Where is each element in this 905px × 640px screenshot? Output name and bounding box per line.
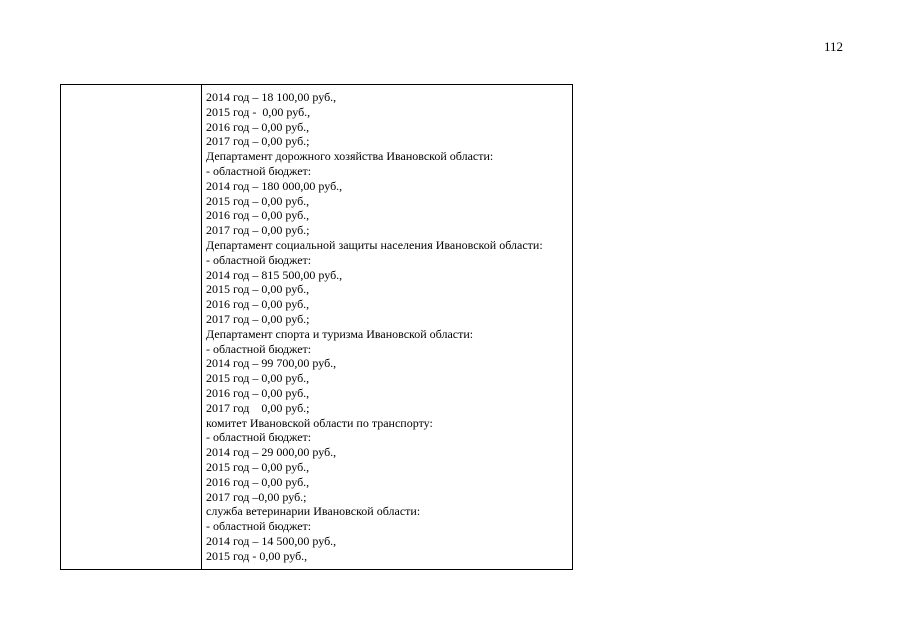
table-text-line: - областной бюджет: bbox=[206, 430, 312, 445]
table-text-line: 2015 год – 0,00 руб., bbox=[206, 193, 310, 208]
table-text-line: 2016 год – 0,00 руб., bbox=[206, 474, 310, 489]
table-text-line: служба ветеринарии Ивановской области: bbox=[206, 504, 421, 519]
table-text-line: 2014 год – 180 000,00 руб., bbox=[206, 178, 343, 193]
table-text-line: 2015 год – 0,00 руб., bbox=[206, 282, 310, 297]
table-text-line: 2017 год – 0,00 руб.; bbox=[206, 134, 310, 149]
table-text-line: 2017 год 0,00 руб.; bbox=[206, 400, 310, 415]
table-text-line: Департамент спорта и туризма Ивановской области: bbox=[206, 326, 474, 341]
table-text-line: 2015 год - 0,00 руб., bbox=[206, 548, 308, 563]
page-number: 112 bbox=[824, 39, 844, 54]
table-text-line: комитет Ивановской области по транспорту: bbox=[206, 415, 433, 430]
table-text-line: 2017 год –0,00 руб.; bbox=[206, 489, 307, 504]
table-text-line: 2017 год – 0,00 руб.; bbox=[206, 223, 310, 238]
table-text-line: 2014 год – 18 100,00 руб., bbox=[206, 90, 337, 104]
table-text-line: 2016 год – 0,00 руб., bbox=[206, 208, 310, 223]
table-text-line: - областной бюджет: bbox=[206, 341, 312, 356]
table-left-cell bbox=[61, 85, 202, 569]
table-text-line: 2014 год – 14 500,00 руб., bbox=[206, 533, 337, 548]
table-right-cell bbox=[202, 85, 572, 569]
table-text-line: 2014 год – 29 000,00 руб., bbox=[206, 445, 337, 460]
table-text-line: 2015 год – 0,00 руб., bbox=[206, 371, 310, 386]
table-text-line: 2017 год – 0,00 руб.; bbox=[206, 311, 310, 326]
table-text-line: - областной бюджет: bbox=[206, 252, 312, 267]
table-text-line: 2016 год – 0,00 руб., bbox=[206, 385, 310, 400]
table-text-line: Департамент дорожного хозяйства Ивановской области: bbox=[206, 149, 494, 164]
table-text-line: Департамент социальной защиты населения Ивановской области: bbox=[206, 237, 543, 252]
table-text-line: 2015 год – 0,00 руб., bbox=[206, 459, 310, 474]
table-text-line: 2016 год – 0,00 руб., bbox=[206, 119, 310, 134]
table-text-line: - областной бюджет: bbox=[206, 519, 312, 534]
table-text-line: - областной бюджет: bbox=[206, 163, 312, 178]
table-text-line: 2015 год - 0,00 руб., bbox=[206, 104, 311, 119]
table-text-line: 2014 год – 815 500,00 руб., bbox=[206, 267, 343, 282]
table-text-line: 2014 год – 99 700,00 руб., bbox=[206, 356, 337, 371]
funding-table bbox=[60, 84, 573, 570]
table-text-line: 2016 год – 0,00 руб., bbox=[206, 297, 310, 312]
